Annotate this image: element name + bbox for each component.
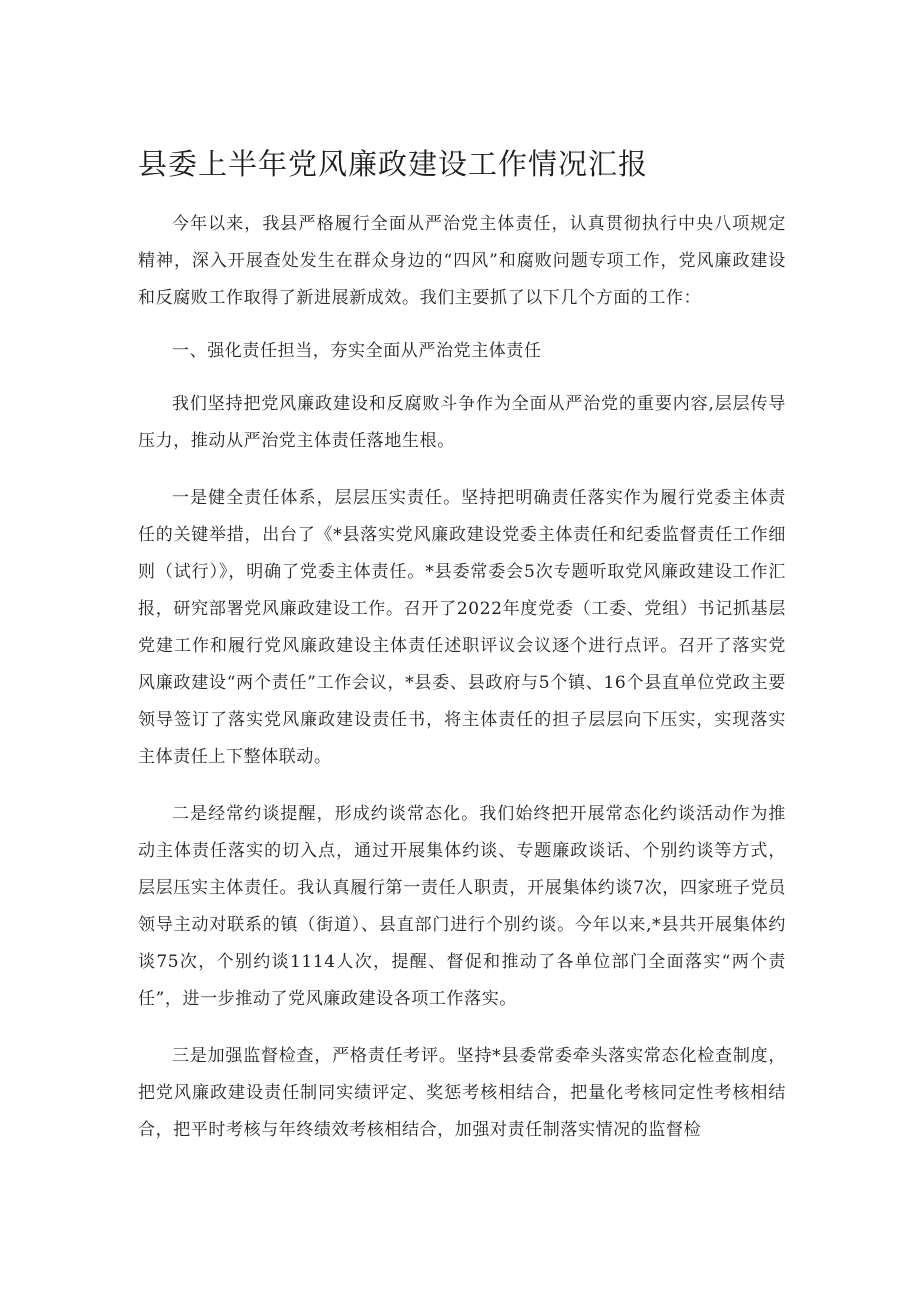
paragraph-regular-talks: 二是经常约谈提醒，形成约谈常态化。我们始终把开展常态化约谈活动作为推动主体责任落实的切入点，通过开展集体约谈、专题廉政谈话、个别约谈等方式，层层压实主体责任。我认真履行第一责任人职责，开展集体约谈7次，四家班子党员领导主动对联系的镇（街道）、县直部门进行个别约谈。今年以来,*县共开展集体约谈75次，个别约谈1114人次，提醒、督促和推动了各单位部门全面落实“两个责任”，进一步推动了党风廉政建设各项工作落实。: [138, 804, 786, 1009]
document-body: [138, 206, 786, 1149]
section-heading-1: 一、强化责任担当，夯实全面从严治党主体责任: [172, 341, 542, 361]
paragraph-supervision-inspection: 三是加强监督检查，严格责任考评。坚持*县委常委牵头落实常态化检查制度，把党风廉政建设责任制同实绩评定、奖惩考核相结合，把量化考核同定性考核相结合，把平时考核与年终绩效考核相结合，加强对责任制落实情况的监督检: [138, 1046, 786, 1140]
paragraph-intro: 今年以来，我县严格履行全面从严治党主体责任，认真贯彻执行中央八项规定精神，深入开展查处发生在群众身边的“四风”和腐败问题专项工作，党风廉政建设和反腐败工作取得了新进展新成效。我们主要抓了以下几个方面的工作：: [138, 214, 786, 308]
paragraph-responsibility-system: 一是健全责任体系，层层压实责任。坚持把明确责任落实作为履行党委主体责任的关键举措，出台了《*县落实党风廉政建设党委主体责任和纪委监督责任工作细则（试行）》，明确了党委主体责任。*县委常委会5次专题听取党风廉政建设工作汇报，研究部署党风廉政建设工作。召开了2022年度党委（工委、党组）书记抓基层党建工作和履行党风廉政建设主体责任述职评议会议逐个进行点评。召开了落实党风廉政建设“两个责任”工作会议，*县委、县政府与5个镇、16个县直单位党政主要领导签订了落实党风廉政建设责任书，将主体责任的担子层层向下压实，实现落实主体责任上下整体联动。: [138, 488, 786, 767]
document-title: 县委上半年党风廉政建设工作情况汇报: [138, 147, 649, 181]
paragraph-section-1-summary: 我们坚持把党风廉政建设和反腐败斗争作为全面从严治党的重要内容,层层传导压力，推动从严治党主体责任落地生根。: [138, 394, 786, 451]
